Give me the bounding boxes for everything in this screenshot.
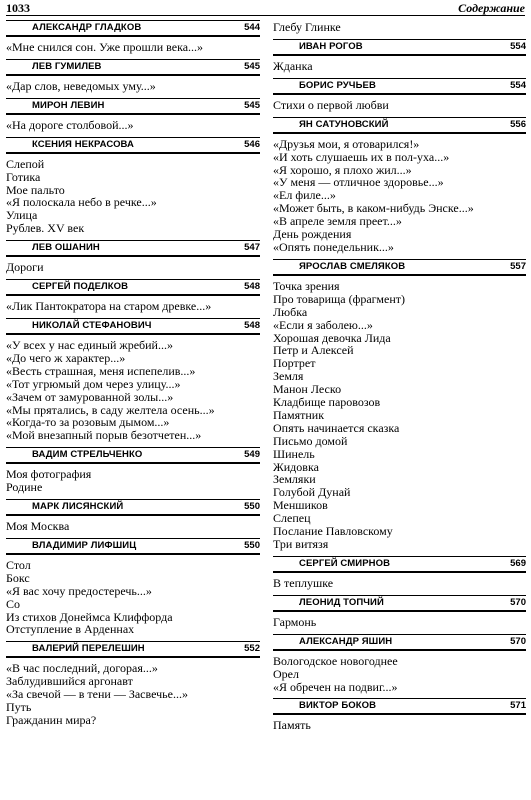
poem-title: «В час последний, догорая...» bbox=[6, 661, 158, 676]
section-page-number: 554 bbox=[510, 79, 526, 91]
section-page-number: 570 bbox=[510, 635, 526, 647]
poem-title: Бокс bbox=[6, 570, 30, 585]
poem-title: Послание Павловскому bbox=[273, 524, 393, 539]
entry-list bbox=[6, 338, 260, 442]
poem-title: Рублев. XV век bbox=[6, 221, 85, 236]
poem-title: «Друзья мои, я отоварился!» bbox=[273, 136, 420, 151]
toc-section bbox=[6, 240, 260, 274]
entry-list bbox=[6, 40, 260, 54]
section-header bbox=[273, 259, 526, 276]
author-name: ВАЛЕРИЙ ПЕРЕЛЕШИН bbox=[32, 643, 145, 655]
section-page-number: 552 bbox=[244, 643, 260, 655]
poem-title: Портрет bbox=[273, 356, 316, 371]
toc-section bbox=[6, 279, 260, 313]
poem-title: Вологодское новогоднее bbox=[273, 653, 398, 668]
author-name: ЛЕОНИД ТОПЧИЙ bbox=[299, 596, 384, 608]
poem-title: «Мне снился сон. Уже прошли века...» bbox=[6, 40, 204, 54]
poem-title: Готика bbox=[6, 169, 41, 184]
toc-section bbox=[273, 20, 526, 34]
entry-list bbox=[6, 519, 260, 533]
poem-title: Голубой Дунай bbox=[273, 485, 351, 500]
poem-title: «У всех у нас единый жребий...» bbox=[6, 337, 173, 352]
poem-title: Стихи о первой любви bbox=[273, 97, 389, 112]
author-name: КСЕНИЯ НЕКРАСОВА bbox=[32, 138, 135, 150]
section-header bbox=[6, 499, 260, 516]
section-page-number: 569 bbox=[510, 557, 526, 569]
poem-title: «Я обречен на подвиг...» bbox=[273, 679, 398, 694]
poem-title: «Мы прятались, в саду желтела осень...» bbox=[6, 402, 215, 417]
section-header bbox=[6, 538, 260, 555]
section-page-number: 548 bbox=[244, 281, 260, 293]
toc-section bbox=[6, 447, 260, 494]
left-column bbox=[6, 20, 260, 732]
section-header bbox=[6, 240, 260, 257]
section-page-number: 545 bbox=[244, 99, 260, 111]
author-name: АЛЕКСАНДР ГЛАДКОВ bbox=[32, 22, 142, 33]
toc-section bbox=[273, 595, 526, 629]
poem-title: Письмо домой bbox=[273, 433, 348, 448]
toc-section bbox=[273, 698, 526, 732]
author-name: АЛЕКСАНДР ЯШИН bbox=[299, 635, 393, 647]
header-rule bbox=[6, 15, 525, 16]
poem-title: Манон Леско bbox=[273, 382, 342, 397]
section-page-number: 556 bbox=[510, 118, 526, 130]
poem-title: Про товарища (фрагмент) bbox=[273, 291, 406, 306]
section-page-number: 547 bbox=[244, 242, 260, 254]
poem-title: «В апреле земля преет...» bbox=[273, 214, 402, 229]
poem-title: Моя Москва bbox=[6, 519, 70, 534]
entry-list bbox=[273, 59, 526, 73]
section-header bbox=[273, 595, 526, 612]
poem-title: «Дар слов, неведомых уму...» bbox=[6, 78, 156, 93]
poem-title: В теплушке bbox=[273, 575, 334, 590]
section-page-number: 557 bbox=[510, 260, 526, 272]
poem-title: Гармонь bbox=[273, 614, 317, 629]
poem-title: Жидовка bbox=[273, 459, 319, 474]
poem-title: Земля bbox=[273, 369, 304, 384]
author-name: НИКОЛАЙ СТЕФАНОВИЧ bbox=[32, 319, 152, 331]
author-name: БОРИС РУЧЬЕВ bbox=[299, 79, 376, 91]
section-header bbox=[273, 117, 526, 134]
entry-list bbox=[273, 615, 526, 629]
entry-list bbox=[6, 299, 260, 313]
poem-title: «Зачем от замурованной золы...» bbox=[6, 389, 174, 404]
poem-title: «Я хорошо, я плохо жил...» bbox=[273, 162, 412, 177]
poem-title: «Лик Пантократора на старом древке...» bbox=[6, 299, 212, 314]
poem-title: «Я полоскала небо в речке...» bbox=[6, 195, 157, 210]
section-header bbox=[273, 39, 526, 56]
author-name: МАРК ЛИСЯНСКИЙ bbox=[32, 501, 124, 513]
poem-title: Слепец bbox=[273, 511, 311, 526]
running-title: Содержание bbox=[458, 1, 525, 15]
entry-list bbox=[273, 279, 526, 551]
poem-title: Моя фотография bbox=[6, 467, 92, 482]
poem-title: Памятник bbox=[273, 407, 325, 422]
entry-list bbox=[273, 98, 526, 112]
poem-title: «Я вас хочу предостеречь...» bbox=[6, 583, 152, 598]
poem-title: «Мой внезапный порыв безотчетен...» bbox=[6, 428, 202, 443]
entry-list bbox=[6, 558, 260, 636]
toc-section bbox=[6, 499, 260, 533]
poem-title: Меншиков bbox=[273, 498, 328, 513]
poem-title: Слепой bbox=[6, 156, 45, 171]
poem-title: «Опять понедельник...» bbox=[273, 239, 394, 254]
section-header bbox=[6, 641, 260, 658]
section-header bbox=[6, 447, 260, 464]
poem-title: Память bbox=[273, 718, 311, 733]
toc-section bbox=[273, 259, 526, 551]
section-header bbox=[6, 279, 260, 296]
page-number: 1033 bbox=[6, 1, 30, 15]
toc-section bbox=[273, 78, 526, 112]
section-page-number: 550 bbox=[244, 501, 260, 513]
poem-title: Опять начинается сказка bbox=[273, 420, 400, 435]
section-header bbox=[273, 698, 526, 715]
section-header bbox=[6, 318, 260, 335]
right-column bbox=[273, 20, 526, 737]
poem-title: «Когда-то за розовым дымом...» bbox=[6, 415, 170, 430]
author-name: ЯРОСЛАВ СМЕЛЯКОВ bbox=[299, 260, 406, 272]
poem-title: Глебу Глинке bbox=[273, 20, 341, 34]
section-header bbox=[6, 20, 260, 37]
section-header bbox=[273, 634, 526, 651]
poem-title: Гражданин мира? bbox=[6, 713, 97, 727]
poem-title: Мое пальто bbox=[6, 182, 65, 197]
poem-title: Петр и Алексей bbox=[273, 343, 354, 358]
entry-list bbox=[273, 654, 526, 694]
poem-title: Стол bbox=[6, 557, 31, 572]
poem-title: «Весть страшная, меня испепелив...» bbox=[6, 363, 196, 378]
toc-section bbox=[6, 641, 260, 727]
poem-title: Три витязя bbox=[273, 537, 329, 551]
entry-list bbox=[6, 79, 260, 93]
entry-list bbox=[273, 576, 526, 590]
section-page-number: 548 bbox=[244, 319, 260, 331]
section-page-number: 571 bbox=[510, 700, 526, 712]
section-page-number: 554 bbox=[510, 40, 526, 52]
toc-section bbox=[273, 556, 526, 590]
toc-section bbox=[6, 20, 260, 54]
entry-list bbox=[273, 20, 526, 34]
section-page-number: 570 bbox=[510, 596, 526, 608]
poem-title: «Тот угрюмый дом через улицу...» bbox=[6, 376, 181, 391]
section-page-number: 545 bbox=[244, 60, 260, 72]
entry-list bbox=[6, 157, 260, 235]
entry-list bbox=[273, 718, 526, 732]
section-header bbox=[6, 137, 260, 154]
author-name: ВАДИМ СТРЕЛЬЧЕНКО bbox=[32, 449, 143, 461]
poem-title: «До чего ж характер...» bbox=[6, 350, 126, 365]
author-name: ЛЕВ ОШАНИН bbox=[32, 242, 100, 254]
poem-title: День рождения bbox=[273, 227, 352, 242]
author-name: ВИКТОР БОКОВ bbox=[299, 700, 377, 712]
poem-title: Кладбище паровозов bbox=[273, 395, 381, 410]
author-name: МИРОН ЛЕВИН bbox=[32, 99, 105, 111]
poem-title: Отступление в Арденнах bbox=[6, 622, 135, 637]
poem-title: Любка bbox=[273, 304, 308, 319]
author-name: ВЛАДИМИР ЛИФШИЦ bbox=[32, 539, 137, 551]
author-name: СЕРГЕЙ ПОДЕЛКОВ bbox=[32, 281, 129, 293]
poem-title: «За свечой — в тени — Засвечье...» bbox=[6, 687, 188, 702]
author-name: СЕРГЕЙ СМИРНОВ bbox=[299, 557, 391, 569]
poem-title: Со bbox=[6, 596, 21, 611]
poem-title: Путь bbox=[6, 700, 32, 715]
toc-section bbox=[6, 98, 260, 132]
toc-section bbox=[6, 318, 260, 442]
section-page-number: 549 bbox=[244, 449, 260, 461]
poem-title: Родине bbox=[6, 480, 43, 495]
poem-title: «Может быть, в каком-нибудь Энске...» bbox=[273, 201, 474, 216]
poem-title: Из стихов Донеймса Клиффорда bbox=[6, 609, 173, 624]
poem-title: Точка зрения bbox=[273, 278, 340, 293]
poem-title: Дороги bbox=[6, 260, 44, 275]
author-name: ЛЕВ ГУМИЛЕВ bbox=[32, 60, 102, 72]
entry-list bbox=[6, 260, 260, 274]
section-page-number: 550 bbox=[244, 539, 260, 551]
poem-title: «И хоть слушаешь их в пол-уха...» bbox=[273, 149, 450, 164]
poem-title: Земляки bbox=[273, 472, 316, 487]
poem-title: Улица bbox=[6, 208, 38, 223]
poem-title: Жданка bbox=[273, 58, 313, 73]
author-name: ЯН САТУНОВСКИЙ bbox=[299, 118, 389, 130]
toc-section bbox=[6, 59, 260, 93]
toc-section bbox=[273, 634, 526, 694]
section-header bbox=[273, 556, 526, 573]
poem-title: «Если я заболею...» bbox=[273, 317, 373, 332]
section-page-number: 544 bbox=[244, 22, 260, 33]
section-header bbox=[6, 98, 260, 115]
section-header bbox=[273, 78, 526, 95]
poem-title: «На дороге столбовой...» bbox=[6, 117, 134, 132]
poem-title: «У меня — отличное здоровье...» bbox=[273, 175, 444, 190]
toc-section bbox=[273, 39, 526, 73]
toc-section bbox=[6, 137, 260, 235]
entry-list bbox=[273, 137, 526, 254]
section-page-number: 546 bbox=[244, 138, 260, 150]
toc-section bbox=[273, 117, 526, 254]
entry-list bbox=[6, 118, 260, 132]
entry-list bbox=[6, 661, 260, 727]
entry-list bbox=[6, 467, 260, 494]
poem-title: «Ел филе...» bbox=[273, 188, 336, 203]
poem-title: Заблудившийся аргонавт bbox=[6, 674, 133, 689]
running-header bbox=[6, 2, 525, 16]
toc-section bbox=[6, 538, 260, 636]
poem-title: Хорошая девочка Лида bbox=[273, 330, 391, 345]
section-header bbox=[6, 59, 260, 76]
poem-title: Шинель bbox=[273, 446, 315, 461]
author-name: ИВАН РОГОВ bbox=[299, 40, 363, 52]
poem-title: Орел bbox=[273, 666, 299, 681]
